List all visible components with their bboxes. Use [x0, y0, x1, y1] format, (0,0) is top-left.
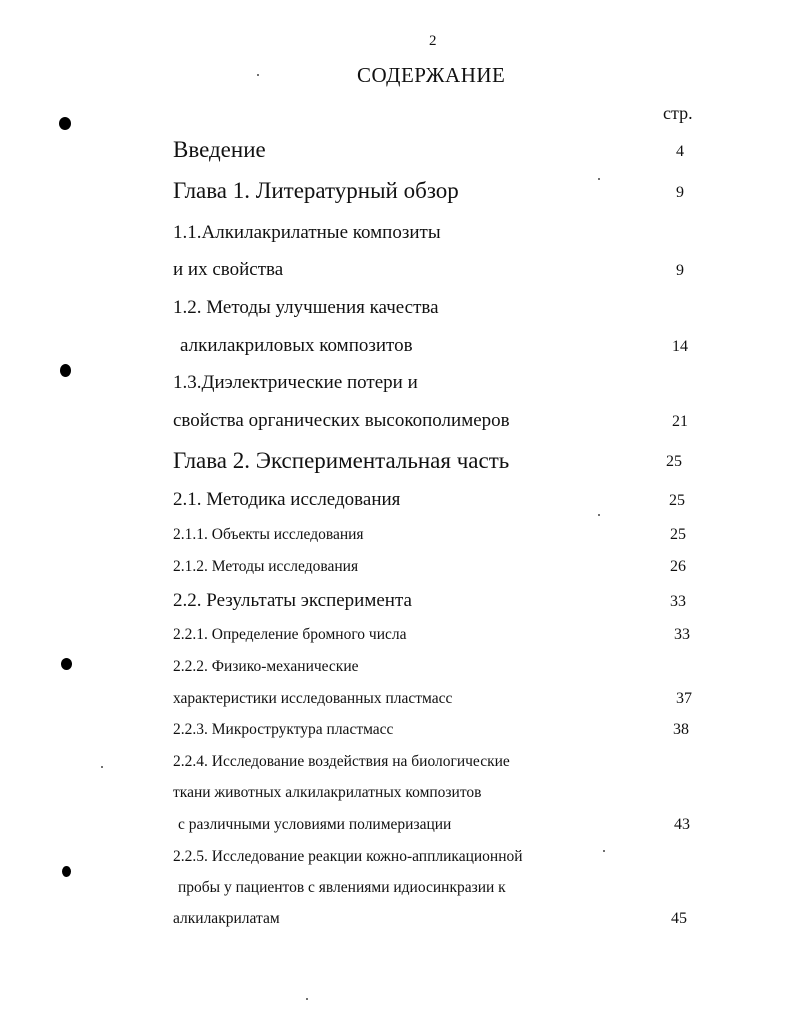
scan-speck [603, 850, 605, 852]
toc-entry-text: ткани животных алкилакрилатных композитов [173, 784, 482, 801]
toc-entry-page: 26 [670, 558, 686, 575]
scan-speck [257, 74, 259, 76]
toc-entry-page: 25 [670, 526, 686, 543]
toc-entry-page: 38 [673, 721, 689, 738]
page-column-label: стр. [663, 103, 693, 123]
toc-entry-text: характеристики исследованных пластмасс [173, 690, 453, 707]
toc-entry-page: 43 [674, 816, 690, 833]
toc-entry-page: 4 [676, 143, 684, 160]
toc-entry-page: 37 [676, 690, 692, 707]
toc-entry-page: 33 [674, 626, 690, 643]
toc-entry-page: 45 [671, 910, 687, 927]
scan-speck [598, 178, 600, 180]
toc-entry-page: 25 [669, 492, 685, 509]
toc-entry-text: 2.2.3. Микроструктура пластмасс [173, 721, 394, 738]
toc-entry-text: 2.2.2. Физико-механические [173, 658, 359, 675]
toc-entry-text: свойства органических высокополимеров [173, 410, 510, 431]
punch-hole-mark [62, 866, 71, 877]
toc-entry-text: с различными условиями полимеризации [178, 816, 452, 833]
toc-entry-text: 2.2.4. Исследование воздействия на биологические [173, 753, 510, 770]
toc-entry-page: 14 [672, 338, 688, 355]
toc-entry-text: и их свойства [173, 259, 284, 280]
toc-entry-page: 21 [672, 413, 688, 430]
toc-entry-text: 1.3.Диэлектрические потери и [173, 372, 418, 393]
toc-entry-page: 25 [666, 453, 682, 470]
toc-entry-text: Введение [173, 137, 266, 162]
toc-entry-page: 33 [670, 593, 686, 610]
toc-entry-text: 2.1. Методика исследования [173, 489, 401, 510]
scan-speck [101, 766, 103, 768]
toc-entry-page: 9 [676, 184, 684, 201]
punch-hole-mark [59, 117, 71, 130]
punch-hole-mark [61, 658, 72, 670]
toc-entry-text: алкилакрилатам [173, 910, 280, 927]
toc-entry-text: 2.1.1. Объекты исследования [173, 526, 364, 543]
toc-entry-text: 2.2.1. Определение бромного числа [173, 626, 407, 643]
scan-speck [598, 514, 600, 516]
page-title: СОДЕРЖАНИЕ [357, 63, 506, 87]
toc-entry-text: 2.1.2. Методы исследования [173, 558, 359, 575]
toc-entry-text: Глава 2. Экспериментальная часть [173, 448, 510, 473]
toc-entry-text: 1.2. Методы улучшения качества [173, 297, 439, 318]
page-number: 2 [429, 33, 437, 49]
toc-entry-page: 9 [676, 262, 684, 279]
toc-entry-text: Глава 1. Литературный обзор [173, 178, 459, 203]
toc-entry-text: 2.2. Результаты эксперимента [173, 590, 412, 611]
scan-speck [306, 998, 308, 1000]
toc-entry-text: алкилакриловых композитов [180, 335, 413, 356]
punch-hole-mark [60, 364, 71, 377]
toc-entry-text: 2.2.5. Исследование реакции кожно-аппликационной [173, 848, 523, 865]
toc-entry-text: пробы у пациентов с явлениями идиосинкразии к [178, 879, 506, 896]
toc-entry-text: 1.1.Алкилакрилатные композиты [173, 222, 441, 243]
